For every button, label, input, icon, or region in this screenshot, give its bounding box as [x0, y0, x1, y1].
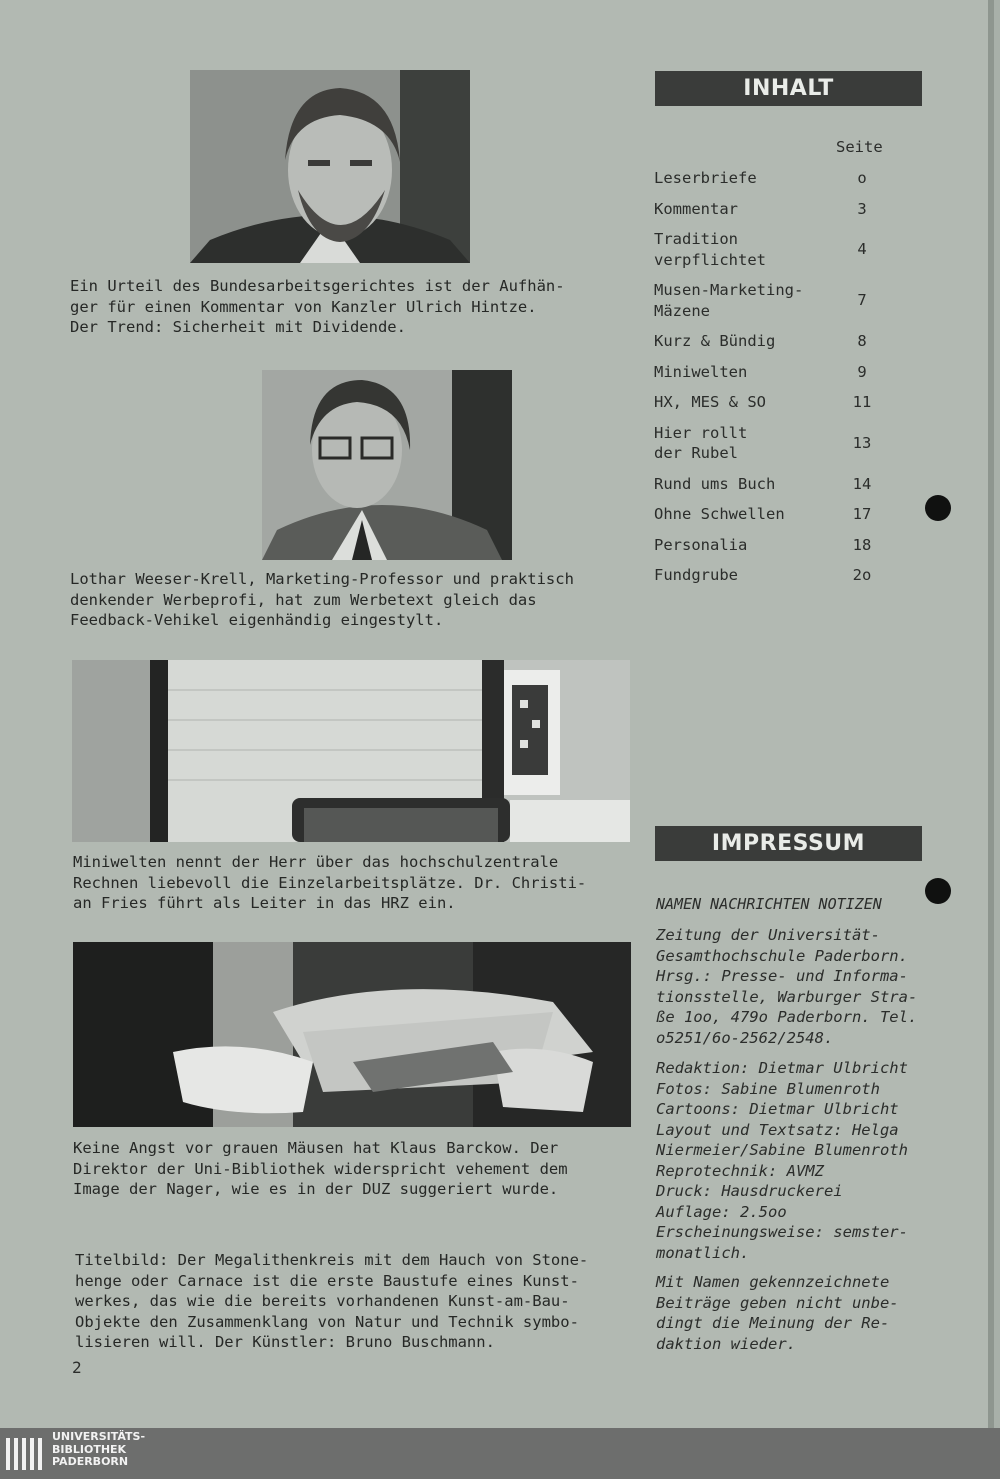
caption-barckow: Keine Angst vor grauen Mäusen hat Klaus Barckow. Der Direktor der Uni-Bibliothek widerspricht vehement dem Image der Nager, wie es in der DUZ suggeriert wurde. — [73, 1139, 568, 1198]
portrait-illustration — [190, 70, 470, 263]
caption-miniwelten: Miniwelten nennt der Herr über das hochschulzentrale Rechnen liebevoll die Einzelarbeitsplätze. Dr. Christi- an Fries führt als Leiter in das HRZ ein. — [73, 853, 587, 912]
impressum-disclaimer: Mit Namen gekennzeichnete Beiträge geben nicht unbe- dingt die Meinung der Re- daktion wieder. — [656, 1273, 899, 1353]
toc-item — [654, 392, 894, 413]
toc-item-label: HX, MES & SO — [654, 393, 766, 411]
photo-computer-workstation — [72, 660, 630, 842]
toc-item — [654, 535, 894, 556]
toc-item-label: Leserbriefe — [654, 169, 757, 187]
toc-item-page: 7 — [857, 291, 867, 310]
toc-item-label: Hier rollt der Rubel — [654, 423, 748, 462]
library-logo-icon — [6, 1434, 46, 1474]
logo-line-2: BIBLIOTHEK — [52, 1442, 127, 1456]
caption-weeser-krell: Lothar Weeser-Krell, Marketing-Professor und praktisch denkender Werbeprofi, hat zum Werbetext gleich das Feedback-Vehikel eigenhändig eingestylt. — [70, 570, 574, 629]
toc-item — [654, 362, 894, 383]
toc-seite-label: Seite — [836, 138, 883, 156]
workstation-illustration — [72, 660, 630, 842]
toc-item-label: Rund ums Buch — [654, 474, 776, 493]
toc-item — [654, 229, 894, 270]
impressum-tagline: NAMEN NACHRICHTEN NOTIZEN — [656, 895, 882, 913]
toc-item-page: 8 — [857, 332, 867, 350]
toc-item-page: 18 — [852, 535, 872, 554]
toc-item-label: Tradition verpflichtet — [654, 230, 766, 269]
logo-line-3: PADERBORN — [52, 1455, 129, 1468]
toc-item-page: o — [857, 169, 867, 187]
toc-item — [654, 474, 894, 495]
toc-item — [654, 423, 894, 464]
photo-hintze-portrait — [190, 70, 470, 263]
photo-weeser-krell-portrait — [262, 370, 512, 560]
toc-item-page: 9 — [857, 362, 867, 381]
toc-item — [654, 168, 894, 189]
library-footer — [0, 1428, 1000, 1479]
impressum-credits: Redaktion: Dietmar Ulbricht Fotos: Sabine Blumenroth Cartoons: Dietmar Ulbricht Layout und Textsatz: Helga Niermeier/Sabine Blumenroth Reprotechnik: AVMZ Druck: Hausdruckerei Auflage: 2.5oo Erscheinungsweise: semster- monatlich. — [656, 1059, 908, 1262]
caption-hintze: Ein Urteil des Bundesarbeitsgerichtes ist der Aufhän- ger für einen Kommentar von Kanzler Ulrich Hintze. Der Trend: Sicherheit mit Dividende. — [70, 277, 565, 336]
toc-item-page: 14 — [852, 474, 872, 493]
punch-hole-lower — [925, 878, 951, 904]
toc-item-page: 3 — [857, 199, 867, 218]
toc-item-label: Personalia — [654, 535, 748, 554]
toc-item-label: Miniwelten — [654, 362, 748, 381]
toc-item — [654, 280, 894, 321]
toc-item-label: Kommentar — [654, 199, 738, 218]
toc-item-page: 11 — [852, 393, 872, 411]
library-logo-text — [52, 1431, 145, 1469]
photo-book-handover — [73, 942, 631, 1127]
toc-item-page: 17 — [852, 505, 872, 523]
toc-item-label: Kurz & Bündig — [654, 332, 776, 350]
toc-item-label: Musen-Marketing- Mäzene — [654, 281, 804, 320]
inhalt-heading: INHALT — [655, 71, 922, 106]
toc-item-label: Fundgrube — [654, 566, 738, 584]
portrait-illustration — [262, 370, 512, 560]
toc-item-page: 4 — [857, 240, 867, 259]
caption-titelbild: Titelbild: Der Megalithenkreis mit dem Hauch von Stone- henge oder Carnace ist die erste Baustufe eines Kunst- werkes, das wie die bereits vorhandenen Kunst-am-Bau- Objekte den Zusammenklang von Natur und Technik symbo- lisieren will. Der Künstler: Bruno Buschmann. — [75, 1251, 589, 1351]
toc-item-page: 13 — [852, 433, 872, 452]
impressum-heading: IMPRESSUM — [655, 826, 922, 861]
toc-item — [654, 504, 894, 525]
punch-hole-upper — [925, 495, 951, 521]
toc-item — [654, 565, 894, 586]
handover-illustration — [73, 942, 631, 1127]
page-number: 2 — [72, 1358, 82, 1377]
logo-line-1: UNIVERSITÄTS- — [52, 1430, 146, 1443]
toc-item — [654, 331, 894, 352]
table-of-contents — [654, 168, 894, 596]
impressum-publisher: Zeitung der Universität- Gesamthochschule Paderborn. Hrsg.: Presse- und Informa- tionsstelle, Warburger Stra- ße 1oo, 479o Paderborn. Tel. o5251/6o-2562/2548. — [656, 926, 918, 1047]
toc-item-label: Ohne Schwellen — [654, 505, 785, 523]
toc-item — [654, 199, 894, 220]
toc-item-page: 2o — [852, 566, 872, 584]
